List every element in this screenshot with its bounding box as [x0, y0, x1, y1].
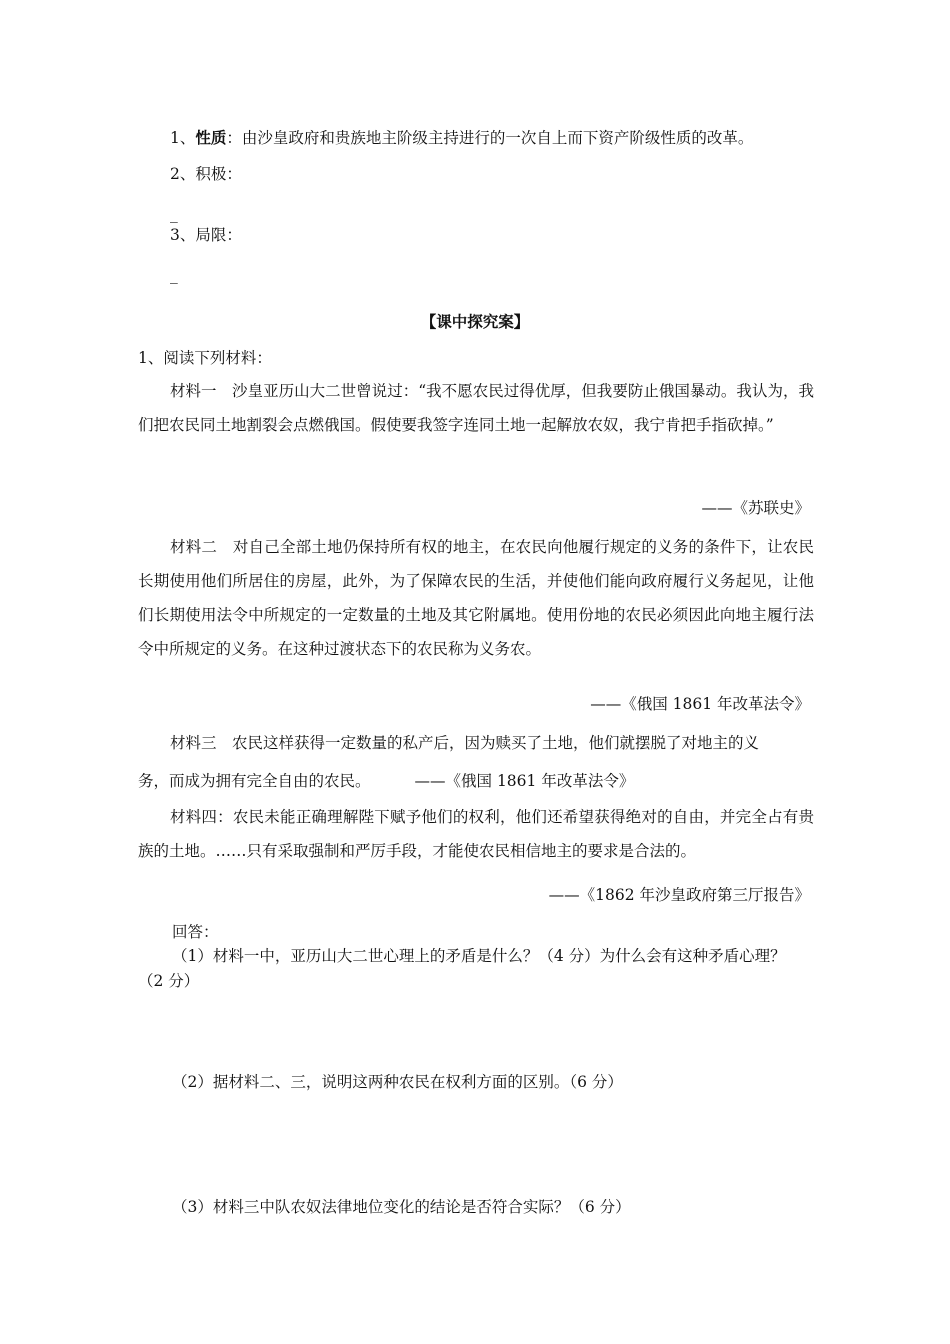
question-one-line-2: （2 分）: [138, 972, 200, 990]
material-two-source: ——《俄国 1861 年改革法令》: [590, 695, 810, 713]
section-title: 【课中探究案】: [420, 312, 530, 331]
summary-item-limitation: 3、局限：: [170, 226, 242, 244]
summary-item-nature: [170, 128, 753, 148]
summary-item-positive: 2、积极：: [170, 165, 242, 183]
answer-label: 回答：: [172, 923, 219, 941]
question-two: （2）据材料二、三，说明这两种农民在权利方面的区别。（6 分）: [172, 1073, 623, 1091]
material-three-line-1: 材料三 农民这样获得一定数量的私产后，因为赎买了土地，他们就摆脱了对地主的义: [170, 734, 760, 752]
material-three-line-2: [138, 771, 634, 791]
material-three-text: 务，而成为拥有完全自由的农民。: [138, 772, 371, 790]
material-one-source: ——《苏联史》: [701, 499, 810, 517]
item-number: 1、: [170, 129, 196, 147]
item-label-nature: 性质: [195, 128, 227, 147]
answer-blank-positive: _: [170, 205, 178, 223]
material-one: 材料一 沙皇亚历山大二世曾说过：“我不愿农民过得优厚，但我要防止俄国暴动。我认为，我们把农民同土地割裂会点燃俄国。假使要我签字连同土地一起解放农奴，我宁肯把手指砍掉。”: [138, 382, 814, 434]
question-three: （3）材料三中队农奴法律地位变化的结论是否符合实际？（6 分）: [172, 1198, 631, 1216]
material-four-source: ——《1862 年沙皇政府第三厅报告》: [548, 886, 810, 904]
material-three-source: ——《俄国 1861 年改革法令》: [414, 772, 635, 790]
material-four: 材料四：农民未能正确理解陛下赋予他们的权利，他们还希望获得绝对的自由，并完全占有贵族的土地。……只有采取强制和严厉手段，才能使农民相信地主的要求是合法的。: [138, 808, 814, 860]
material-two: 材料二 对自己全部土地仍保持所有权的地主，在农民向他履行规定的义务的条件下，让农民长期使用他们所居住的房屋，此外，为了保障农民的生活，并使他们能向政府履行义务起见，让他们长期使用法令中所规定的一定数量的土地及其它附属地。使用份地的农民必须因此向地主履行法令中所规定的义务。在这种过渡状态下的农民称为义务农。: [138, 538, 814, 658]
answer-blank-limitation: _: [170, 266, 178, 284]
question-intro: 1、阅读下列材料：: [138, 349, 272, 367]
question-one-line-1: （1）材料一中，亚历山大二世心理上的矛盾是什么？（4 分）为什么会有这种矛盾心理？: [172, 947, 786, 965]
item-text-nature: ：由沙皇政府和贵族地主阶级主持进行的一次自上而下资产阶级性质的改革。: [226, 129, 754, 147]
